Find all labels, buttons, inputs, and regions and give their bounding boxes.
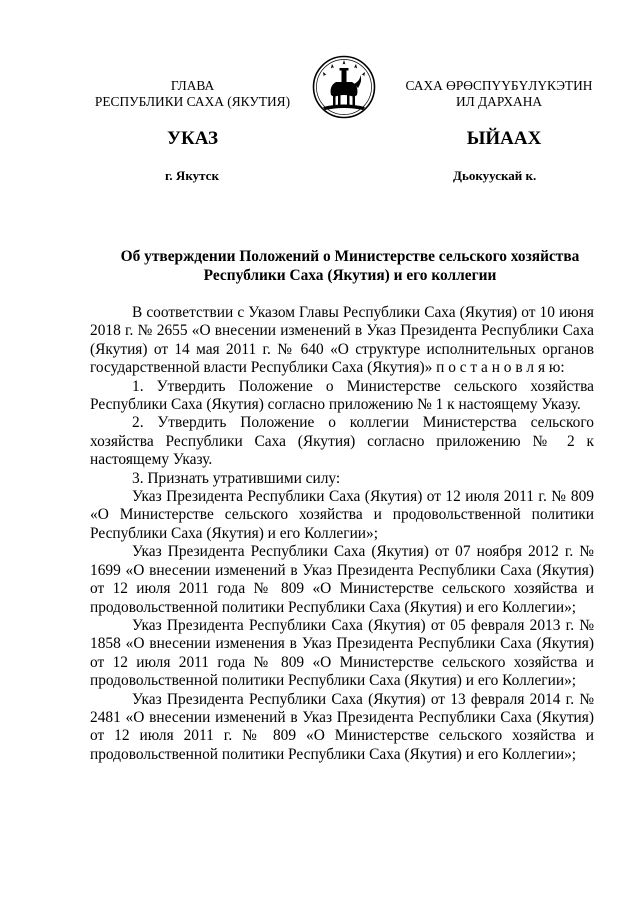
body-paragraph: 1. Утвердить Положение о Министерстве сельского хозяйства Республики Саха (Якутия) согласно приложению № 1 к настоящему Указу. (90, 377, 594, 414)
body-paragraph: Указ Президента Республики Саха (Якутия) от 12 июля 2011 г. № 809 «О Министерстве сельского хозяйства и продовольственной политики Республики Саха (Якутия) и его Коллегии»; (90, 488, 594, 542)
decree-title-line-1: Об утверждении Положений о Министерстве сельского хозяйства (120, 248, 580, 265)
issuer-line-1: ГЛАВА (170, 78, 215, 93)
issuer-title-sakha (388, 78, 610, 110)
body-paragraph: Указ Президента Республики Саха (Якутия) от 07 ноября 2012 г. № 1699 «О внесении изменений в Указ Президента Республики Саха (Якутия) от 12 июля 2011 года № 809 «О Министерстве сельского хозяйства и продовольственной политики Республики Саха (Якутия) и его Коллегии»; (90, 543, 594, 616)
decree-title-line-2: Республики Саха (Якутия) и его коллегии (203, 266, 497, 284)
place-russian: г. Якутск (165, 168, 219, 183)
issuer-line-2: ИЛ ДАРХАНА (455, 94, 543, 109)
body-paragraph: Указ Президента Республики Саха (Якутия) от 13 февраля 2014 г. № 2481 «О внесении изменений в Указ Президента Республики Саха (Якутия) от 12 июля 2011 г. № 809 «О Министерстве сельского хозяйства и продовольственной политики Республики Саха (Якутия) и его Коллегии»; (90, 690, 594, 763)
document-kind-sakha: ЫЙААХ (466, 128, 542, 149)
issuer-line-1: САХА ӨРӨСПҮҮБҮЛҮКЭТИН (405, 78, 593, 93)
decree-body (90, 304, 594, 764)
decree-title (60, 248, 640, 285)
document-kind-russian: УКАЗ (167, 128, 218, 149)
issuer-line-2: РЕСПУБЛИКИ САХА (ЯКУТИЯ) (94, 94, 291, 109)
body-paragraph: В соответствии с Указом Главы Республики Саха (Якутия) от 10 июня 2018 г. № 2655 «О внесении изменений в Указ Президента Республики Саха (Якутия) от 14 мая 2011 г. № 640 «О структуре исполнительных органов государственной власти Республики Саха (Якутия)» п о с т а н о в л я ю: (90, 304, 594, 377)
body-paragraph: 3. Признать утратившими силу: (132, 469, 341, 487)
issuer-title-russian (85, 78, 300, 110)
sakha-coat-of-arms-icon (312, 55, 376, 119)
body-paragraph: 2. Утвердить Положение о коллегии Министерства сельского хозяйства Республики Саха (Якутия) согласно приложению № 2 к настоящему Указу. (90, 414, 594, 469)
place-sakha: Дьокуускай к. (453, 168, 537, 183)
body-paragraph: Указ Президента Республики Саха (Якутия) от 05 февраля 2013 г. № 1858 «О внесении изменения в Указ Президента Республики Саха (Якутия) от 12 июля 2011 года № 809 «О Министерстве сельского хозяйства и продовольственной политики Республики Саха (Якутия) и его Коллегии»; (90, 616, 594, 690)
